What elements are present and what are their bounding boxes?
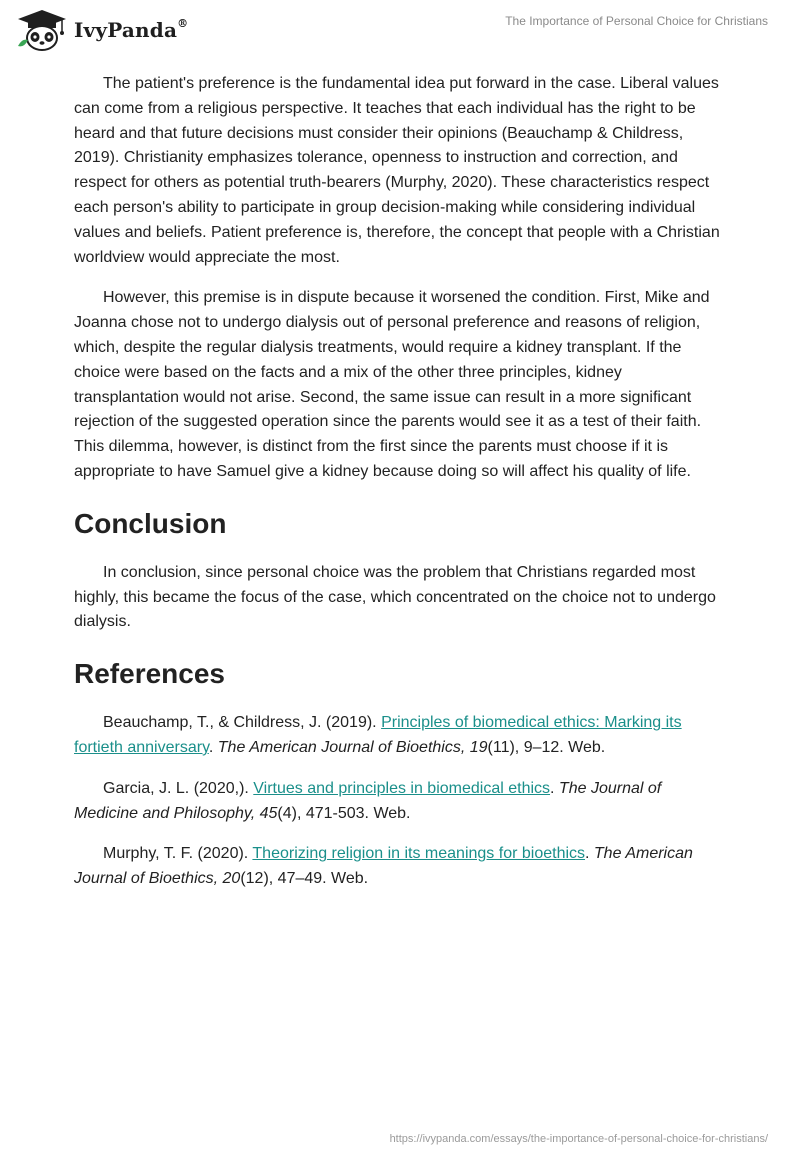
- reference-item: Murphy, T. F. (2020). Theorizing religion in its meanings for bioethics. The American Journal of Bioethics, 20(12), 47–49. Web.: [74, 845, 693, 888]
- essay-content: [74, 72, 724, 908]
- logo[interactable]: [14, 8, 188, 52]
- conclusion-paragraph: In conclusion, since personal choice was the problem that Christians regarded most highly, this became the focus of the case, which concentrated on the choice not to undergo dialysis.: [74, 563, 716, 631]
- brand-name: IvyPanda®: [74, 17, 189, 42]
- reference-link[interactable]: Virtues and principles in biomedical ethics: [253, 779, 551, 797]
- page-header: [0, 0, 800, 64]
- reference-item: Beauchamp, T., & Childress, J. (2019). Principles of biomedical ethics: Marking its fortieth anniversary. The American Journal of Bioethics, 19(11), 9–12. Web.: [74, 714, 682, 756]
- body-paragraph: However, this premise is in dispute because it worsened the condition. First, Mike and Joanna chose not to undergo dialysis out of personal preference and reasons of religion, which, despite the regular dialysis treatments, would require a kidney transplant. If the choice were based on the facts and a mix of the other three principles, kidney transplantation would not arise. Second, the same issue can result in a more significant rejection of the suggested operation since the parents would see it as a test of their faith. This dilemma, however, is distinct from the first since the parents must choose if it is appropriate to have Samuel give a kidney because doing so will affect his quality of life.: [74, 289, 710, 480]
- panda-graduate-icon: [14, 8, 70, 52]
- reference-link[interactable]: Principles of biomedical ethics: Marking its fortieth anniversary: [74, 714, 682, 756]
- body-paragraph: The patient's preference is the fundamental idea put forward in the case. Liberal values can come from a religious perspective. It teaches that each individual has the right to be heard and that future decisions must consider their opinions (Beauchamp & Childress, 2019). Christianity emphasizes tolerance, openness to instruction and correction, and respect for others as potential truth-bearers (Murphy, 2020). These characteristics respect each person's ability to participate in group decision-making while considering individual values and beliefs. Patient preference is, therefore, the concept that people with a Christian worldview would appreciate the most.: [74, 75, 720, 266]
- references-heading: References: [74, 658, 225, 690]
- reference-item: Garcia, J. L. (2020,). Virtues and principles in biomedical ethics. The Journal of Medicine and Philosophy, 45(4), 471-503. Web.: [74, 779, 662, 822]
- conclusion-heading: Conclusion: [74, 507, 227, 539]
- document-title: The Importance of Personal Choice for Christians: [505, 14, 768, 28]
- reference-link[interactable]: Theorizing religion in its meanings for bioethics: [252, 845, 586, 863]
- footer-url[interactable]: https://ivypanda.com/essays/the-importance-of-personal-choice-for-christians/: [389, 1133, 768, 1145]
